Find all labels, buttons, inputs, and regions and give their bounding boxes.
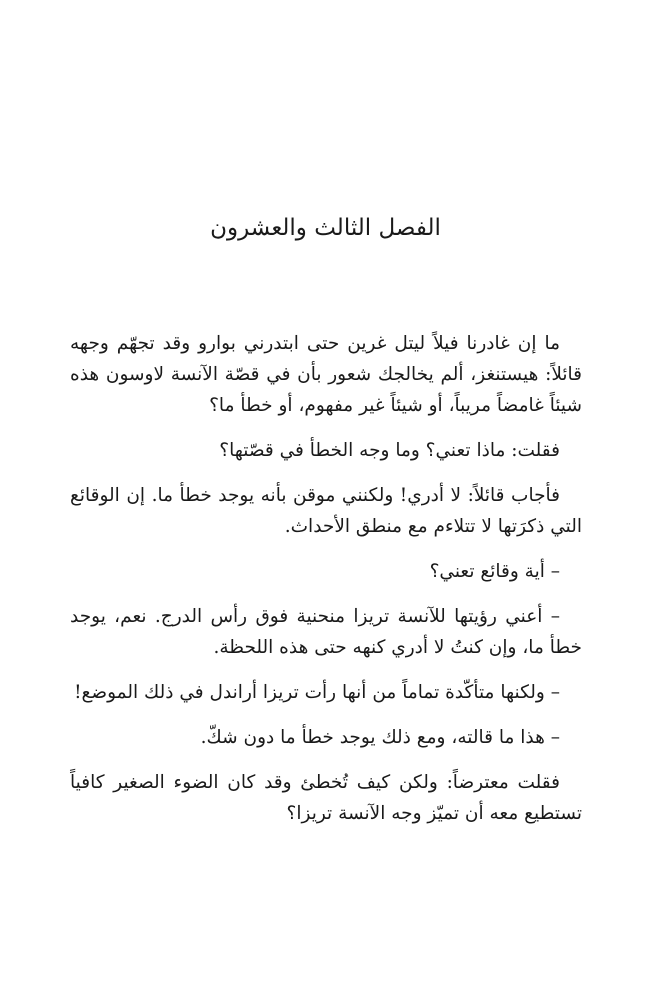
chapter-body: [70, 328, 582, 829]
paragraph: فقلت معترضاً: ولكن كيف تُخطئ وقد كان الضوء الصغير كافياً تستطيع معه أن تميّز وجه الآنسة تريزا؟: [70, 772, 582, 824]
dialog-line: – أية وقائع تعني؟: [429, 561, 560, 582]
dialog-line: – ولكنها متأكّدة تماماً من أنها رأت تريزا أراندل في ذلك الموضع!: [74, 682, 560, 703]
chapter-title: الفصل الثالث والعشرون: [210, 215, 441, 241]
paragraph: فأجاب قائلاً: لا أدري! ولكنني موقن بأنه يوجد خطأ ما. إن الوقائع التي ذكرَتها لا تتلاءم مع منطق الأحداث.: [70, 485, 582, 537]
paragraph: فقلت: ماذا تعني؟ وما وجه الخطأ في قصّتها؟: [219, 440, 560, 461]
paragraph: ما إن غادرنا فيلاً ليتل غرين حتى ابتدرني بوارو وقد تجهّم وجهه قائلاً: هيستنغز، ألم يخالجك شعور بأن في قصّة الآنسة لاوسون هذه شيئاً غامضاً مريباً، أو شيئاً غير مفهوم، أو خطأ ما؟: [70, 333, 582, 416]
dialog-line: – أعني رؤيتها للآنسة تريزا منحنية فوق رأس الدرج. نعم، يوجد خطأ ما، وإن كنتُ لا أدري كنهه حتى هذه اللحظة.: [70, 606, 582, 658]
dialog-line: – هذا ما قالته، ومع ذلك يوجد خطأ ما دون شكّ.: [200, 727, 560, 748]
